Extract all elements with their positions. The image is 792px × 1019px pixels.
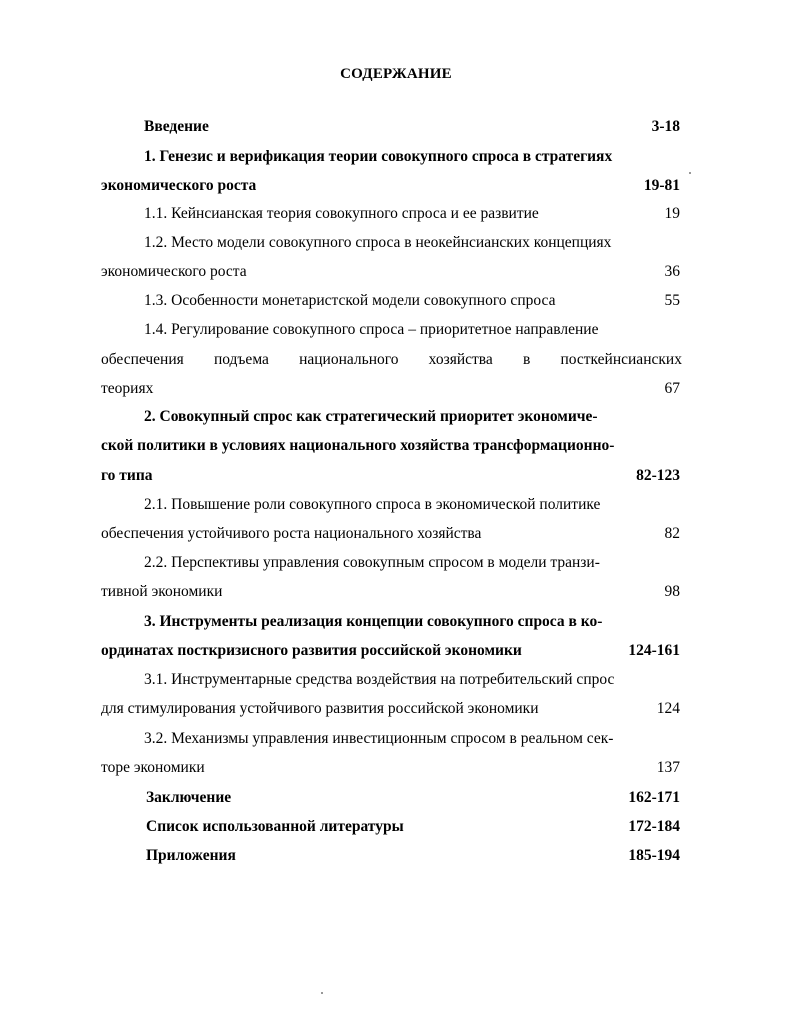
- toc-s31-line1: 3.1. Инструментарные средства воздействия на потребительский спрос: [144, 671, 615, 688]
- toc-ch2-line1: 2. Совокупный спрос как стратегический приоритет экономиче-: [144, 408, 598, 425]
- toc-ch3-line2: ординатах посткризисного развития российской экономики: [101, 642, 522, 659]
- toc-s31-pages: 124: [656, 700, 680, 717]
- toc-s21-line2: обеспечения устойчивого роста национального хозяйства: [101, 525, 482, 542]
- toc-s13-pages: 55: [664, 292, 680, 309]
- toc-s21-line1: 2.1. Повышение роли совокупного спроса в экономической политике: [144, 496, 601, 513]
- toc-ch2-line3: го типа: [101, 467, 153, 484]
- toc-s21-pages: 82: [664, 525, 680, 542]
- toc-ch3-pages: 124-161: [628, 642, 680, 659]
- toc-conclusion-pages: 162-171: [628, 789, 680, 806]
- toc-intro-label: Введение: [144, 118, 209, 135]
- toc-appendices-label: Приложения: [146, 847, 236, 864]
- toc-ch2-line2: ской политики в условиях национального хозяйства трансформационно-: [101, 437, 615, 454]
- toc-s32-pages: 137: [656, 759, 680, 776]
- toc-s11-label: 1.1. Кейнсианская теория совокупного спроса и ее развитие: [144, 205, 539, 222]
- toc-ch1-line2: экономического роста: [101, 177, 257, 194]
- toc-s12-line2: экономического роста: [101, 263, 247, 280]
- toc-s22-pages: 98: [664, 583, 680, 600]
- toc-ch2-pages: 82-123: [636, 467, 680, 484]
- toc-s32-line1: 3.2. Механизмы управления инвестиционным спросом в реальном сек-: [144, 730, 614, 747]
- toc-intro-pages: 3-18: [651, 118, 680, 135]
- scan-speck: [321, 992, 323, 994]
- toc-ch3-line1: 3. Инструменты реализация концепции совокупного спроса в ко-: [144, 613, 603, 630]
- toc-s12-line1: 1.2. Место модели совокупного спроса в неокейнсианских концепциях: [144, 234, 612, 251]
- toc-s14-line1: 1.4. Регулирование совокупного спроса – приоритетное направление: [144, 321, 599, 338]
- toc-s22-line2: тивной экономики: [101, 583, 223, 600]
- toc-s12-pages: 36: [664, 263, 680, 280]
- toc-s14-line2: обеспечения подъема национального хозяйства в посткейнсианских: [101, 351, 682, 368]
- toc-conclusion-label: Заключение: [146, 789, 232, 806]
- toc-references-label: Список использованной литературы: [146, 818, 404, 835]
- toc-ch1-line1: 1. Генезис и верификация теории совокупного спроса в стратегиях: [144, 148, 613, 165]
- toc-s14-pages: 67: [664, 380, 680, 397]
- toc-s22-line1: 2.2. Перспективы управления совокупным спросом в модели транзи-: [144, 554, 600, 571]
- toc-s31-line2: для стимулирования устойчивого развития российской экономики: [101, 700, 539, 717]
- toc-s14-line3: теориях: [101, 380, 154, 397]
- toc-s13-label: 1.3. Особенности монетаристской модели совокупного спроса: [144, 292, 556, 309]
- toc-s32-line2: торе экономики: [101, 759, 205, 776]
- toc-s11-pages: 19: [664, 205, 680, 222]
- toc-appendices-pages: 185-194: [628, 847, 680, 864]
- toc-references-pages: 172-184: [628, 818, 680, 835]
- scan-speck: [689, 172, 691, 174]
- page-title: СОДЕРЖАНИЕ: [340, 66, 452, 82]
- toc-ch1-pages: 19-81: [643, 177, 680, 194]
